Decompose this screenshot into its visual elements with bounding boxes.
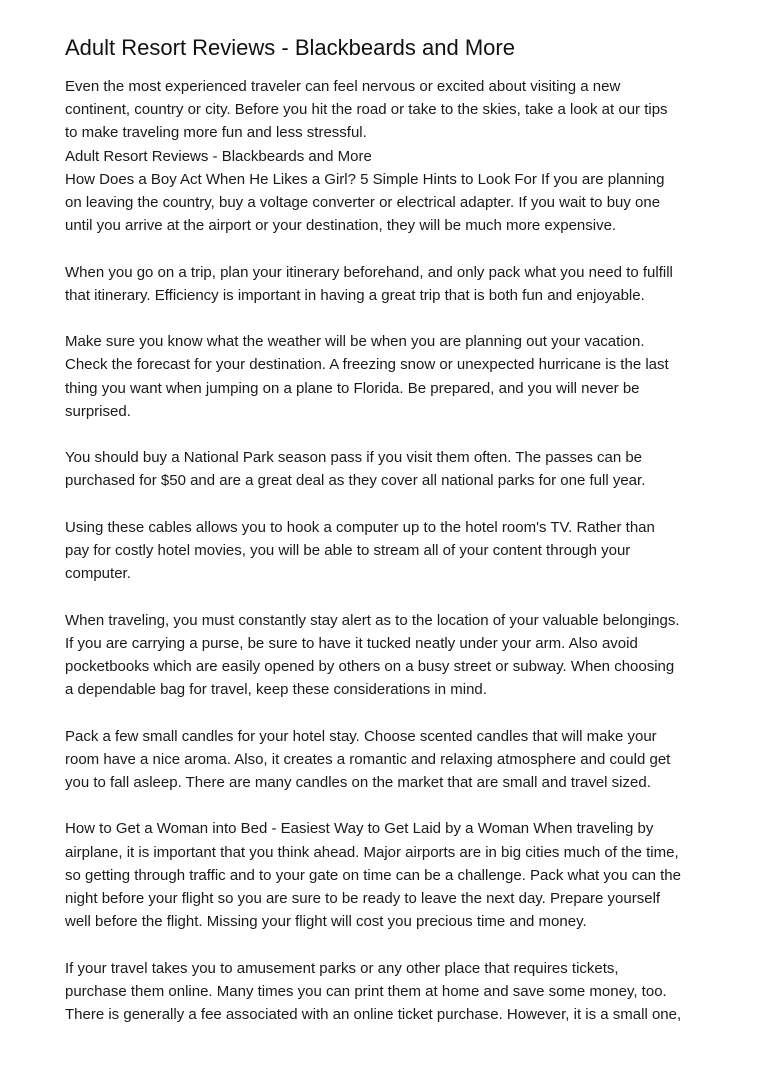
paragraph bbox=[65, 168, 725, 238]
text-line: Using these cables allows you to hook a computer up to the hotel room's TV. Rather than bbox=[65, 518, 655, 536]
text-line: You should buy a National Park season pass if you visit them often. The passes can be bbox=[65, 449, 643, 467]
document-title: Adult Resort Reviews - Blackbeards and More bbox=[65, 35, 515, 60]
text-line: How Does a Boy Act When He Likes a Girl? 5 Simple Hints to Look For If you are planning bbox=[65, 170, 665, 188]
paragraph bbox=[65, 725, 725, 795]
text-line: When you go on a trip, plan your itinerary beforehand, and only pack what you need to fulfill bbox=[65, 263, 673, 281]
text-line: room have a nice aroma. Also, it creates a romantic and relaxing atmosphere and could get bbox=[65, 750, 671, 768]
text-line: you to fall asleep. There are many candles on the market that are small and travel sized. bbox=[65, 774, 651, 791]
text-line: Check the forecast for your destination. A freezing snow or unexpected hurricane is the last bbox=[65, 356, 669, 374]
text-line: There is generally a fee associated with an online ticket purchase. However, it is a small one, bbox=[65, 1006, 682, 1023]
text-line: a dependable bag for travel, keep these considerations in mind. bbox=[65, 681, 487, 699]
text-line: well before the flight. Missing your flight will cost you precious time and money. bbox=[65, 913, 587, 931]
text-line: Pack a few small candles for your hotel stay. Choose scented candles that will make your bbox=[65, 727, 657, 745]
text-line: Make sure you know what the weather will be when you are planning out your vacation. bbox=[65, 333, 645, 351]
text-line: computer. bbox=[65, 565, 131, 583]
text-line: How to Get a Woman into Bed - Easiest Way to Get Laid by a Woman When traveling by bbox=[65, 820, 654, 838]
paragraph bbox=[65, 261, 725, 307]
intro-paragraph bbox=[65, 75, 725, 168]
text-line: pocketbooks which are easily opened by others on a busy street or subway. When choosing bbox=[65, 658, 675, 675]
paragraph bbox=[65, 330, 725, 423]
paragraph bbox=[65, 957, 725, 1027]
text-line: pay for costly hotel movies, you will be able to stream all of your content through your bbox=[65, 542, 631, 559]
text-line: thing you want when jumping on a plane to Florida. Be prepared, and you will never be bbox=[65, 379, 640, 397]
text-line: so getting through traffic and to your gate on time can be a challenge. Pack what you can the bbox=[65, 866, 681, 884]
document-page bbox=[65, 33, 725, 1026]
text-line: on leaving the country, buy a voltage converter or electrical adapter. If you wait to buy one bbox=[65, 194, 661, 212]
paragraph bbox=[65, 446, 725, 492]
paragraph bbox=[65, 817, 725, 933]
text-line: When traveling, you must constantly stay alert as to the location of your valuable belongings. bbox=[65, 611, 680, 629]
paragraph bbox=[65, 609, 725, 702]
text-line: If your travel takes you to amusement parks or any other place that requires tickets, bbox=[65, 959, 619, 977]
text-line: continent, country or city. Before you hit the road or take to the skies, take a look at our tips bbox=[65, 101, 668, 119]
subtitle: Adult Resort Reviews - Blackbeards and More bbox=[65, 147, 372, 165]
text-line: airplane, it is important that you think ahead. Major airports are in big cities much of the time, bbox=[65, 843, 679, 861]
text-line: Even the most experienced traveler can feel nervous or excited about visiting a new bbox=[65, 78, 621, 95]
paragraph bbox=[65, 516, 725, 586]
text-line: that itinerary. Efficiency is important in having a great trip that is both fun and enjoyable. bbox=[65, 286, 645, 304]
text-line: purchased for $50 and are a great deal as they cover all national parks for one full year. bbox=[65, 472, 646, 490]
text-line: until you arrive at the airport or your destination, they will be much more expensive. bbox=[65, 217, 617, 235]
text-line: night before your flight so you are sure to be ready to leave the next day. Prepare yourself bbox=[65, 890, 661, 907]
text-line: purchase them online. Many times you can print them at home and save some money, too. bbox=[65, 982, 667, 1000]
text-line: to make traveling more fun and less stressful. bbox=[65, 124, 367, 142]
text-line: surprised. bbox=[65, 402, 131, 420]
text-line: If you are carrying a purse, be sure to have it tucked neatly under your arm. Also avoid bbox=[65, 634, 638, 652]
